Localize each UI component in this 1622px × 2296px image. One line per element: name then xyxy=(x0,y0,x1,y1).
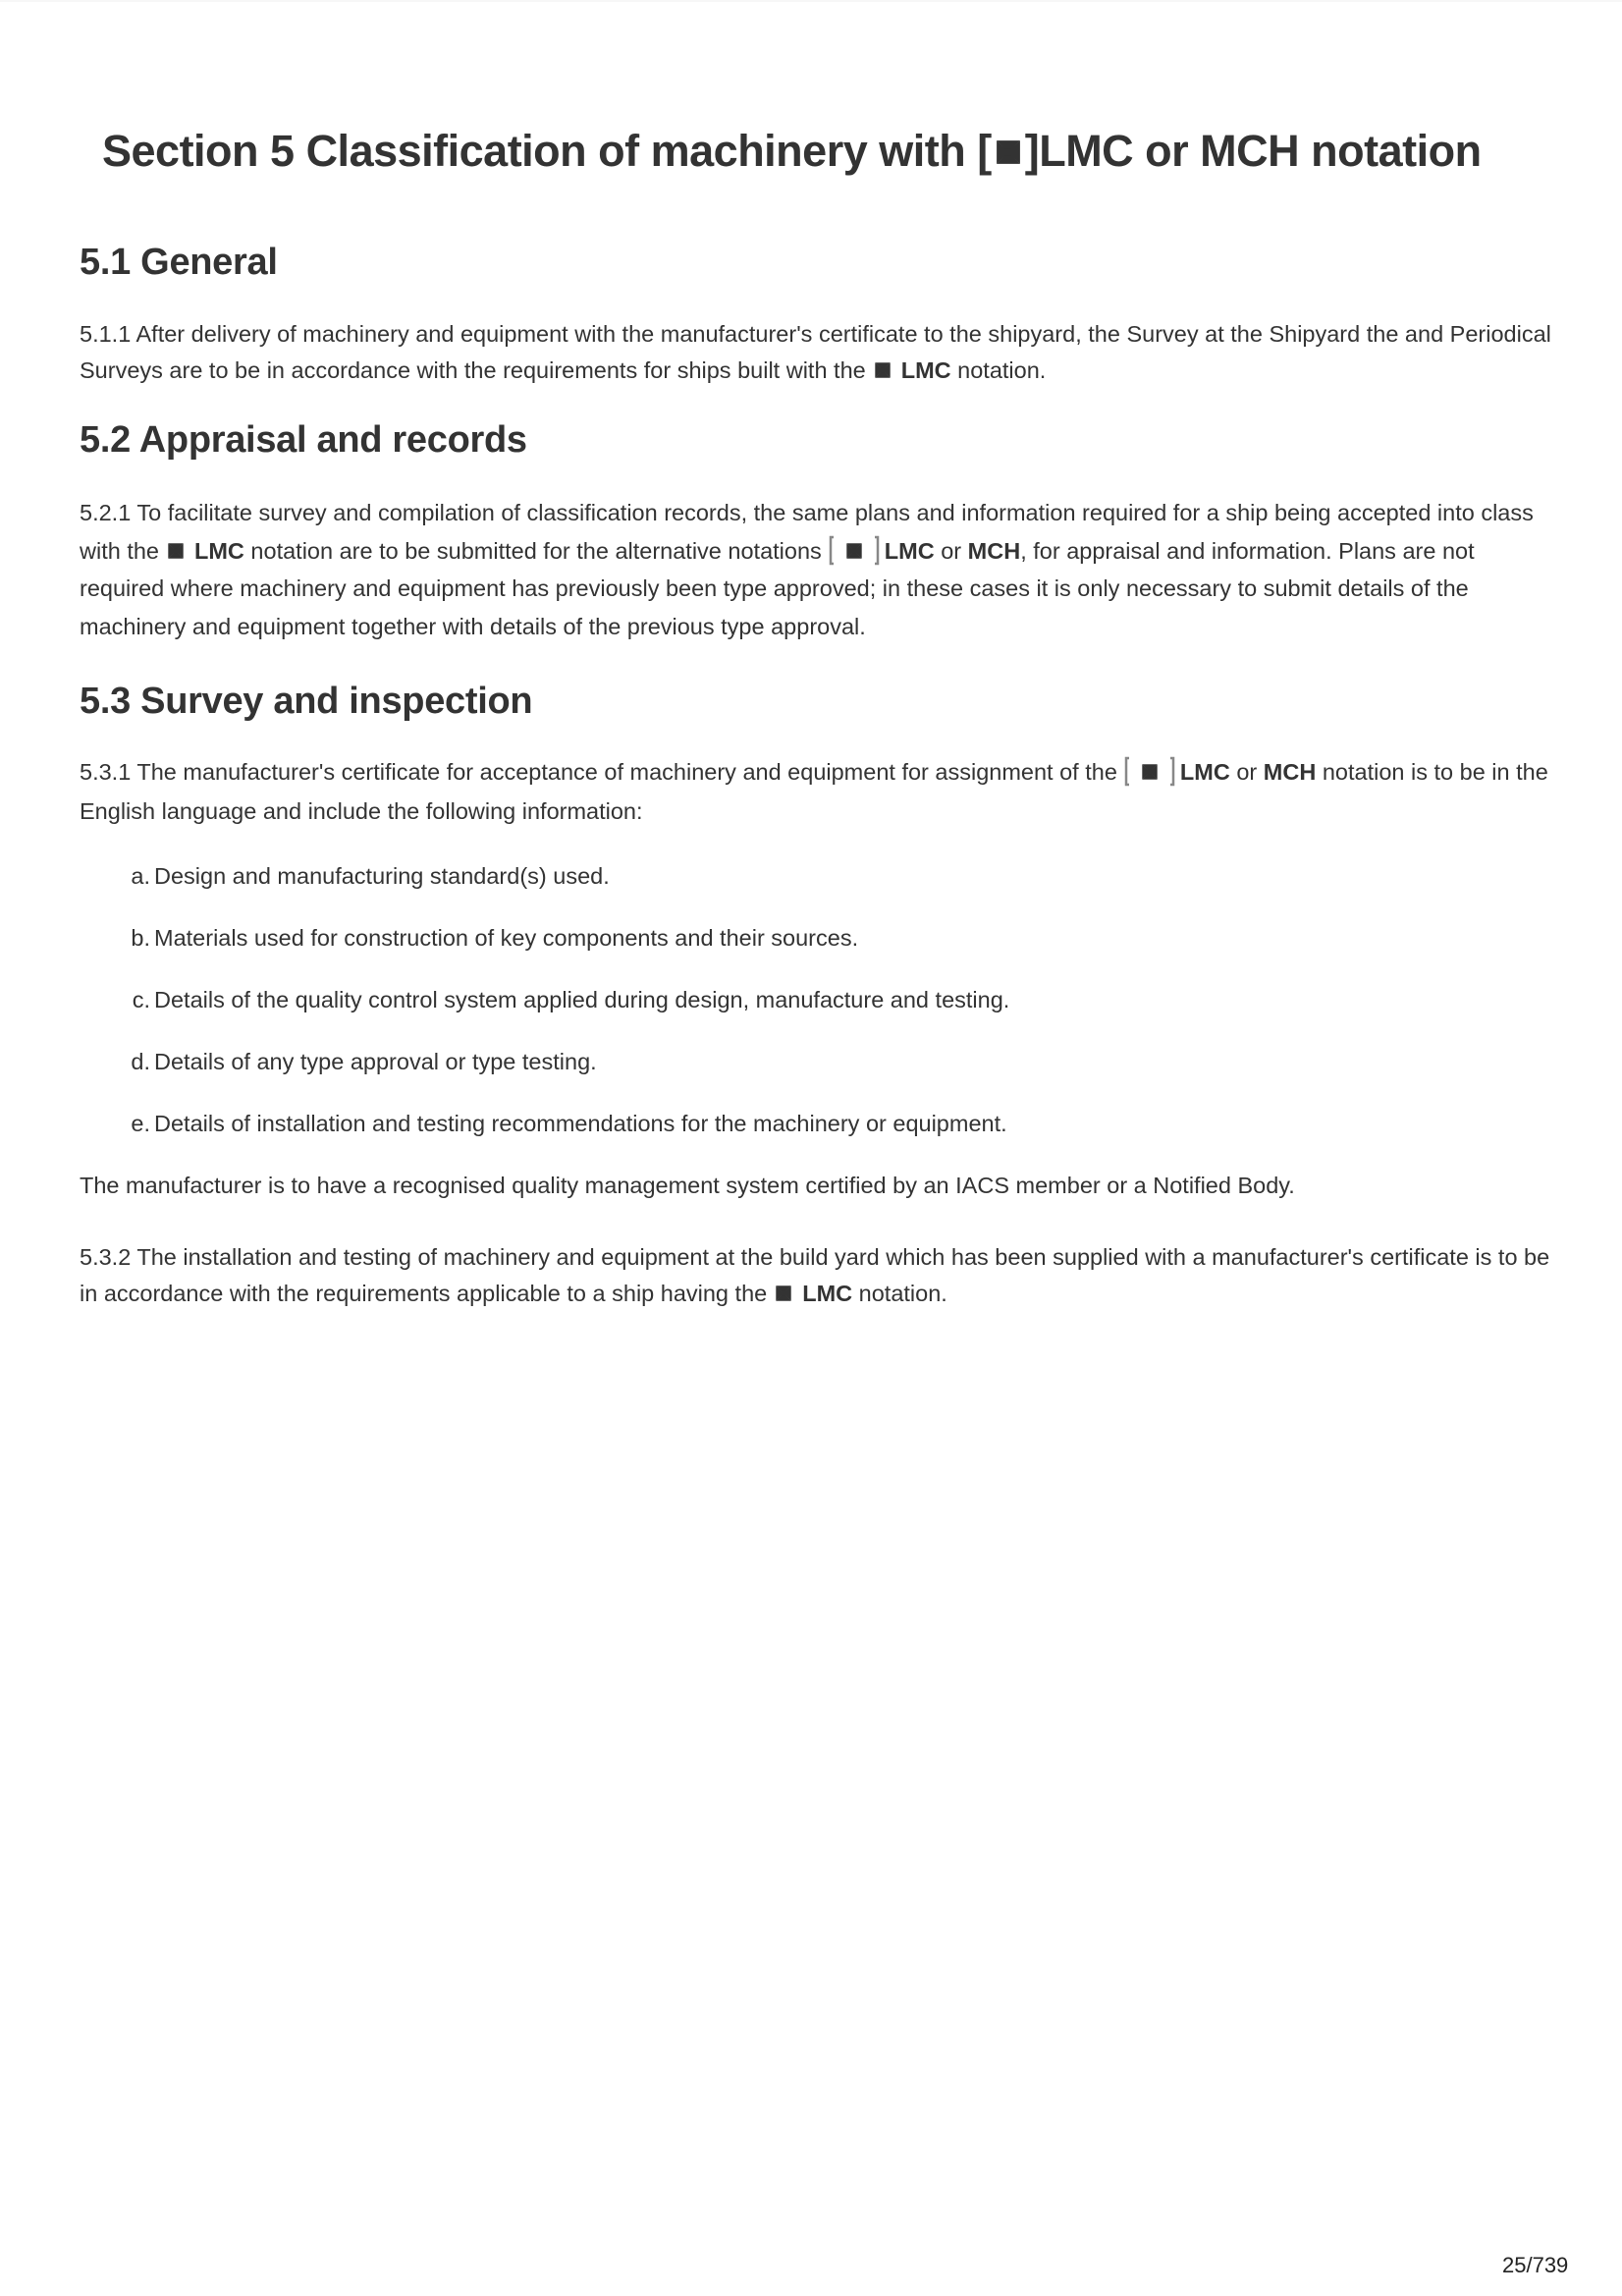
qms-note: The manufacturer is to have a recognised quality management system certified by an IACS member or a Notified Body. xyxy=(80,1173,1295,1198)
top-border xyxy=(0,0,1622,2)
bracketed-maltese-cross-icon xyxy=(1123,754,1178,788)
maltese-cross-icon xyxy=(992,136,1025,169)
list-item: a. Design and manufacturing standard(s) used. xyxy=(131,858,610,895)
list-marker: c. xyxy=(132,987,150,1012)
heading-5-1: 5.1 General xyxy=(80,242,278,283)
paragraph-5-1-1: 5.1.1 After delivery of machinery and equipment with the manufacturer's certificate to the shipyard, the Survey at the Shipyard the and Periodical Surveys are to be in accordance with the requirements for ships built with the LMC notation. xyxy=(80,321,1551,383)
maltese-cross-icon xyxy=(872,359,893,381)
bracketed-maltese-cross-icon xyxy=(828,533,883,567)
heading-5-2: 5.2 Appraisal and records xyxy=(80,419,527,461)
list-item: d. Details of any type approval or type testing. xyxy=(131,1044,597,1080)
heading-5-3: 5.3 Survey and inspection xyxy=(80,681,533,722)
list-item: b. Materials used for construction of key components and their sources. xyxy=(131,920,858,957)
list-marker: d. xyxy=(131,1049,150,1074)
maltese-cross-icon xyxy=(165,540,187,562)
section-title: Section 5 Classification of machinery with [ ]LMC or MCH notation xyxy=(102,126,1482,176)
list-marker: a. xyxy=(131,863,150,889)
paragraph-5-3-1: 5.3.1 The manufacturer's certificate for acceptance of machinery and equipment for assignment of the LMC or MCH notation is to be in the English language and include the following information: xyxy=(80,752,1552,831)
list-marker: b. xyxy=(131,925,150,951)
page-number: 25/739 xyxy=(1502,2253,1569,2277)
maltese-cross-icon xyxy=(773,1283,794,1304)
list-item: e. Details of installation and testing recommendations for the machinery or equipment. xyxy=(131,1106,1007,1142)
paragraph-5-3-2: 5.3.2 The installation and testing of machinery and equipment at the build yard which has been supplied with a manufacturer's certificate is to be in accordance with the requirements applicable to a ship having the LMC notation. xyxy=(80,1244,1550,1306)
list-marker: e. xyxy=(131,1111,150,1136)
list-item: c. Details of the quality control system applied during design, manufacture and testing. xyxy=(131,982,1009,1018)
paragraph-5-2-1: 5.2.1 To facilitate survey and compilation of classification records, the same plans and information required for a ship being accepted into class with the LMC notation are to be submitted for the alternative notations LMC or MCH, for appraisal and information. Plans are not required where machinery and equipment has previously been type approved; in these cases it is only necessary to submit details of the machinery and equipment together with details of the previous type approval. xyxy=(80,500,1534,639)
